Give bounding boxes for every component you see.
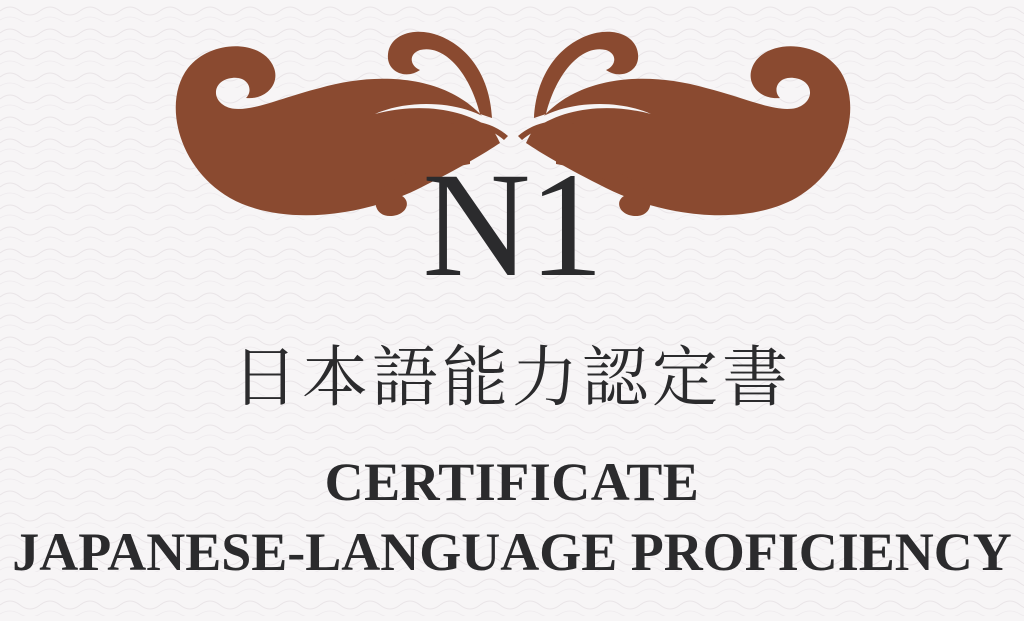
certificate-title-english-line1: CERTIFICATE	[324, 452, 700, 512]
certificate-title-english-line2: JAPANESE-LANGUAGE PROFICIENCY	[12, 522, 1012, 582]
certificate-title-japanese: 日本語能力認定書	[232, 339, 792, 416]
certificate-level: N1	[422, 142, 602, 308]
